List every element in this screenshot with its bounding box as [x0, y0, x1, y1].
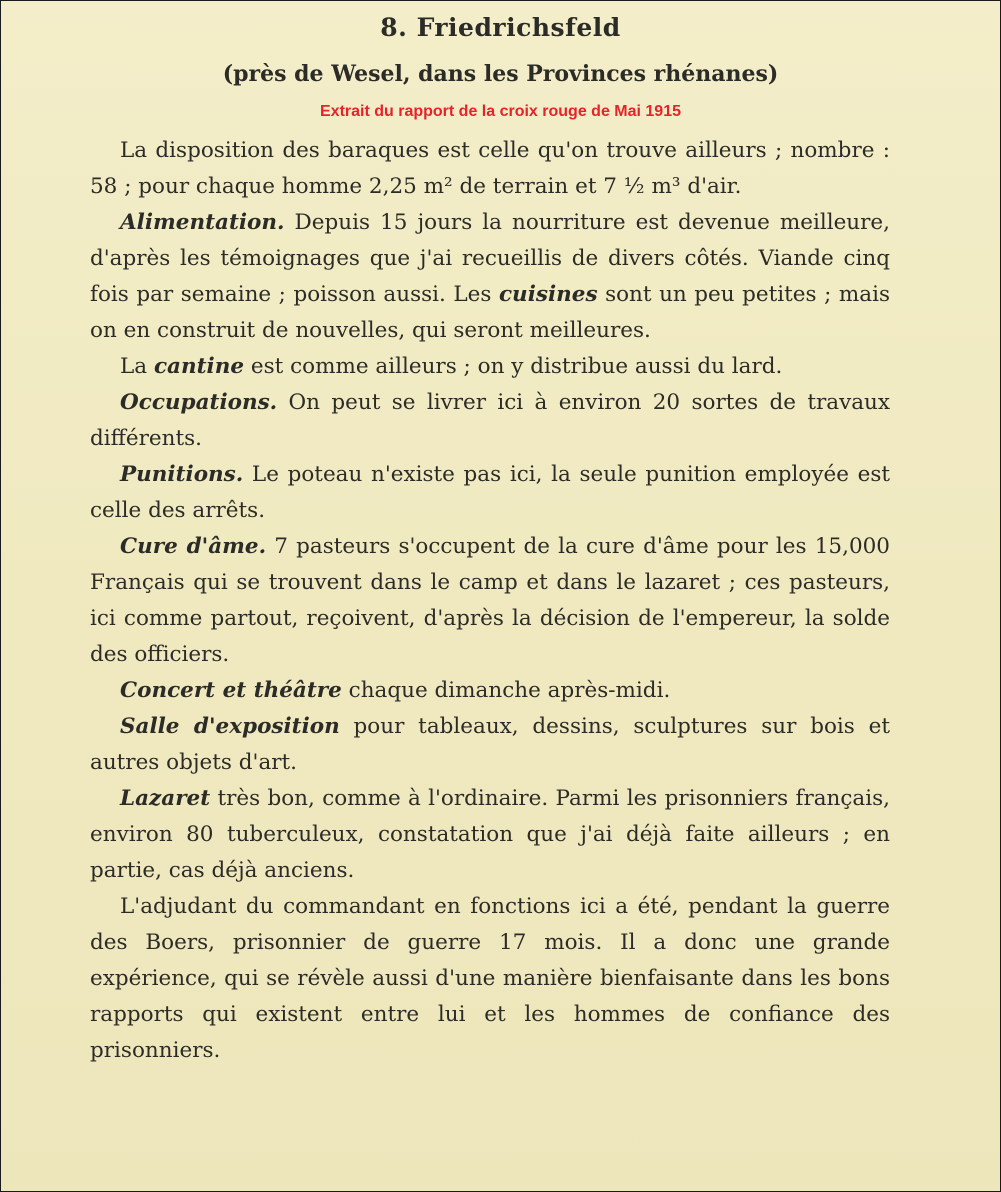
paragraph-text: La	[120, 354, 154, 379]
body-text	[90, 133, 890, 1069]
paragraph-text: pour tableaux, dessins, sculptures sur bois et autres objets d'art.	[90, 714, 890, 775]
paragraph-text: La disposition des baraques est celle qu'on trouve ailleurs ; nombre : 58 ; pour chaque homme 2,25 m² de terrain et 7 ½ m³ d'air.	[90, 138, 890, 199]
paragraph-lead: Salle d'exposition	[120, 714, 340, 739]
page-title: 8. Friedrichsfeld	[380, 13, 621, 42]
paragraph-lead: Occupations.	[120, 390, 278, 415]
paragraph-lead: Cure d'âme.	[120, 534, 267, 559]
paragraph-text: 7 pasteurs s'occupent de la cure d'âme pour les 15,000 Français qui se trouvent dans le camp et dans le lazaret ; ces pasteurs, ici comme partout, reçoivent, d'après la décision de l'empereur, la solde des officiers.	[90, 534, 890, 667]
paragraph-adjudant	[90, 889, 890, 1069]
paragraph-text: sont un peu petites ; mais on en construit de nouvelles, qui seront meilleures.	[90, 282, 890, 343]
paragraph-text: L'adjudant du commandant en fonctions ici a été, pendant la guerre des Boers, prisonnier de guerre 17 mois. Il a donc une grande expérience, qui se révèle aussi d'une manière bienfaisante dans les bons rapports qui existent entre lui et les hommes de confiance des prisonniers.	[90, 894, 890, 1063]
paragraph-lead: Punitions.	[120, 462, 244, 487]
paragraph-lazaret	[90, 781, 890, 889]
paragraph-lead: Lazaret	[120, 786, 211, 811]
paragraph-text: très bon, comme à l'ordinaire. Parmi les prisonniers français, environ 80 tuberculeux, constatation que j'ai déjà faite ailleurs ; en partie, cas déjà anciens.	[90, 786, 890, 883]
paragraph-lead: Concert et théâtre	[120, 678, 342, 703]
keyword-cantine: cantine	[153, 354, 245, 379]
paragraph-text: On peut se livrer ici à environ 20 sortes de travaux différents.	[90, 390, 890, 451]
paragraph-disposition	[90, 133, 890, 205]
paragraph-text: est comme ailleurs ; on y distribue aussi du lard.	[244, 354, 783, 379]
paragraph-lead: Alimentation.	[120, 210, 285, 235]
page-subtitle: (près de Wesel, dans les Provinces rhénanes)	[222, 61, 779, 87]
paragraph-cantine	[90, 349, 890, 385]
paragraph-exposition	[90, 709, 890, 781]
keyword-cuisines: cuisines	[498, 282, 598, 307]
paragraph-text: chaque dimanche après-midi.	[341, 678, 671, 703]
paragraph-alimentation	[90, 205, 890, 349]
paragraph-cure-dame	[90, 529, 890, 673]
source-note: Extrait du rapport de la croix rouge de Mai 1915	[320, 103, 681, 120]
paragraph-text: Depuis 15 jours la nourriture est devenue meilleure, d'après les témoignages que j'ai recueillis de divers côtés. Viande cinq fois par semaine ; poisson aussi. Les	[90, 210, 890, 307]
paragraph-punitions	[90, 457, 890, 529]
paragraph-text: Le poteau n'existe pas ici, la seule punition employée est celle des arrêts.	[90, 462, 890, 523]
paragraph-occupations	[90, 385, 890, 457]
paragraph-concert	[90, 673, 890, 709]
